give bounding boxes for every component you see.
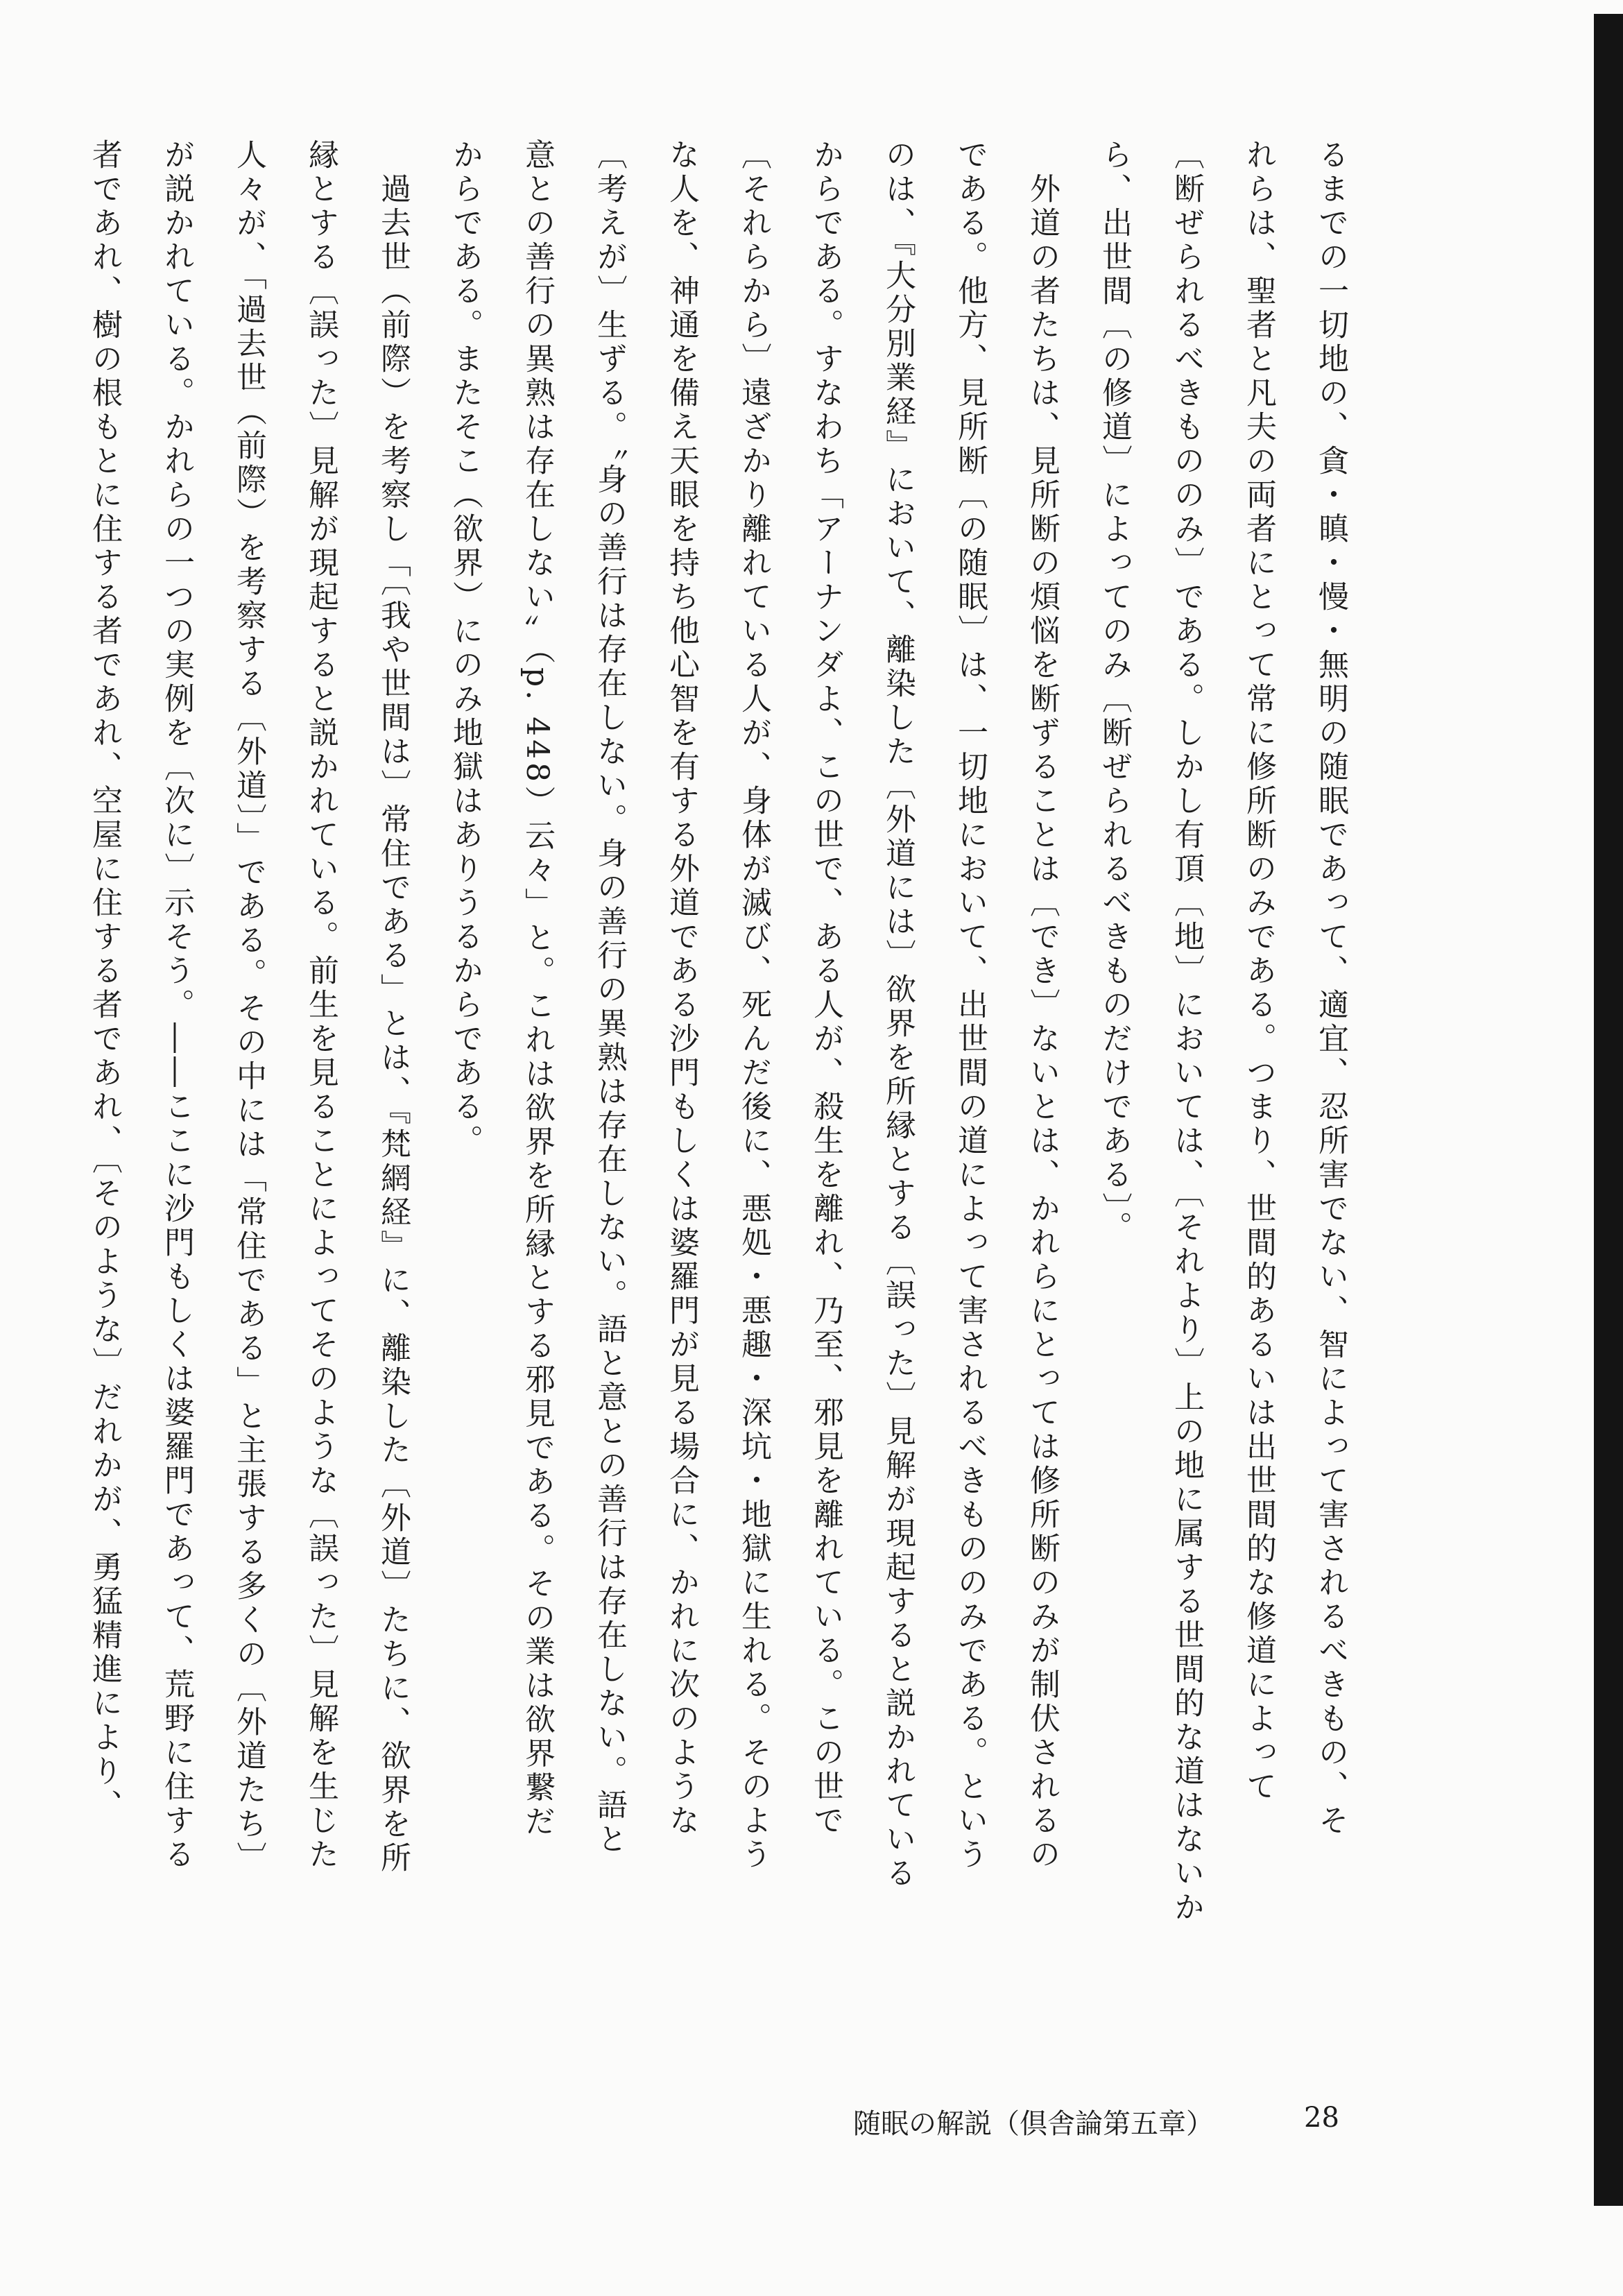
page-number: 28 xyxy=(1304,2102,1339,2134)
text-line: 縁とする〔誤った〕見解が現起すると説かれている。前生を見ることによってそのような〔誤った〕見解を生じた xyxy=(303,139,338,1872)
text-line: 〔それらから〕遠ざかり離れている人が、身体が滅び、死んだ後に、悪処・悪趣・深坑・地獄に生れる。そのよう xyxy=(736,139,771,1872)
text-line: 人々が、「過去世（前際）を考察する〔外道〕」である。その中には「常住である」と主張する多くの〔外道たち〕 xyxy=(231,139,266,1876)
text-line: 者であれ、樹の根もとに住する者であれ、空屋に住する者であれ、〔そのような〕だれかが、勇猛精進により、 xyxy=(87,139,122,1823)
text-line: からである。またそこ（欲界）にのみ地獄はありうるからである。 xyxy=(447,139,483,1158)
text-line: 〔断ぜられるべきもののみ〕である。しかし有頂〔地〕においては、〔それより〕上の地に属する世間的な道はないか xyxy=(1169,139,1204,1925)
text-line: 外道の者たちは、見所断の煩悩を断ずることは〔でき〕ないとは、かれらにとっては修所断のみが制伏されるの xyxy=(1024,139,1060,1872)
text-line: が説かれている。かれらの一つの実例を〔次に〕示そう。――ここに沙門もしくは婆羅門であって、荒野に住する xyxy=(159,139,194,1872)
text-line: れらは、聖者と凡夫の両者にとって常に修所断のみである。つまり、世間的あるいは出世間的な修道によって xyxy=(1241,139,1276,1804)
running-title: 随眠の解説（倶舎論第五章） xyxy=(853,2108,1214,2140)
text-line: るまでの一切地の、貪・瞋・慢・無明の随眠であって、適宜、忍所害でない、智によって害されるべきもの、そ xyxy=(1313,139,1348,1838)
text-line: 過去世（前際）を考察し「〔我や世間は〕常住である」とは、『梵網経』に、離染した〔外道〕たちに、欲界を所 xyxy=(375,139,411,1876)
text-line: 〔考えが〕生ずる。〝身の善行は存在しない。身の善行の異熟は存在しない。語と意との善行は存在しない。語と xyxy=(592,139,627,1857)
text-line: ら、出世間〔の修道〕によってのみ〔断ぜられるべきものだけである〕。 xyxy=(1097,139,1132,1245)
text-line: な人を、神通を備え天眼を持ち他心智を有する外道である沙門もしくは婆羅門が見る場合に、かれに次のような xyxy=(664,139,699,1838)
binding-shadow xyxy=(1594,14,1623,2206)
vertical-body-text xyxy=(76,139,1366,1984)
text-line: からである。すなわち「アーナンダよ、この世で、ある人が、殺生を離れ、乃至、邪見を離れている。この世で xyxy=(808,139,843,1838)
text-line: である。他方、見所断〔の随眠〕は、一切地において、出世間の道によって害されるべきもののみである。という xyxy=(952,139,988,1872)
text-line: のは、『大分別業経』において、離染した〔外道には〕欲界を所縁とする〔誤った〕見解が現起すると説かれている xyxy=(880,139,916,1891)
text-line: 意との善行の異熟は存在しない〟（p. 448）云々」と。これは欲界を所縁とする邪見である。その業は欲界繋だ xyxy=(519,139,555,1840)
